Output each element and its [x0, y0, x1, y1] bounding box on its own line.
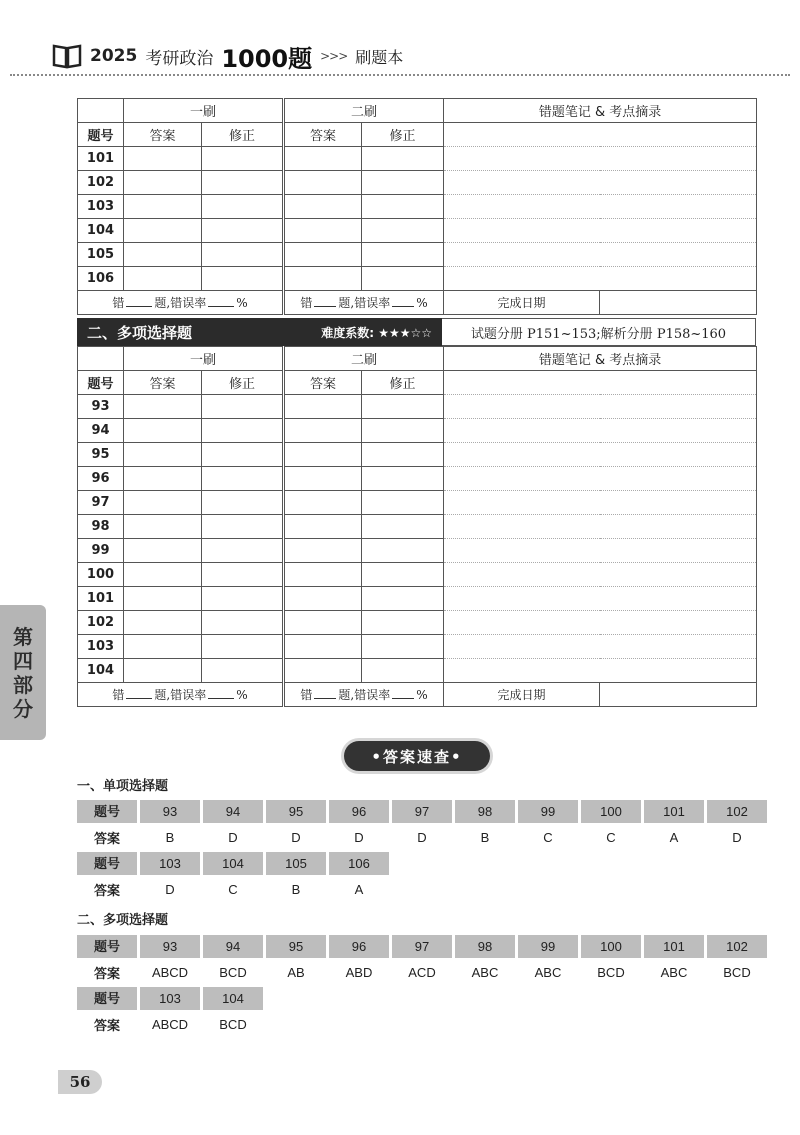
fix-cell[interactable] [202, 267, 284, 291]
answer-question-row [77, 850, 767, 876]
fix-cell[interactable] [202, 467, 284, 491]
table-row [78, 635, 757, 659]
corner-cell [78, 347, 124, 371]
answer-value: C [228, 881, 238, 897]
answer-value: BCD [723, 964, 751, 980]
answer2-cell[interactable] [284, 563, 362, 587]
header-year: 2025 [90, 46, 138, 66]
notes-line [444, 371, 757, 395]
table-row [78, 243, 757, 267]
fix2-cell[interactable] [362, 491, 444, 515]
answer-value: B [480, 829, 490, 845]
second-pass-header: 二刷 [284, 99, 444, 123]
col-fix2-header: 修正 [362, 371, 444, 395]
second-pass-summary: 错 题,错误率 % [284, 291, 444, 315]
side-tab-char: 四 [13, 648, 33, 673]
answer-label: 答案 [93, 882, 120, 898]
fix-cell[interactable] [202, 539, 284, 563]
notes-line[interactable] [444, 467, 757, 491]
fix-cell[interactable] [202, 147, 284, 171]
answer-question-number: 95 [266, 935, 326, 958]
banner-dark [77, 318, 442, 346]
first-pass-summary: 错 题,错误率 % [78, 683, 284, 707]
answer-question-number: 98 [455, 800, 515, 823]
single-choice-label: 一、单项选择题 [77, 779, 169, 794]
answer-value: C [606, 829, 616, 845]
side-tab-char: 第 [13, 624, 33, 649]
table-row [78, 563, 757, 587]
notes-line[interactable] [444, 267, 757, 291]
fix-cell[interactable] [202, 587, 284, 611]
col-answer2-header: 答案 [284, 123, 362, 147]
col-fix-header: 修正 [202, 123, 284, 147]
fix2-cell[interactable] [362, 395, 444, 419]
question-number: 94 [78, 419, 124, 443]
col-answer-header: 答案 [124, 371, 202, 395]
answer-value-row [77, 824, 767, 850]
fix-cell[interactable] [202, 659, 284, 683]
answer-value: A [669, 829, 679, 845]
fix2-cell[interactable] [362, 147, 444, 171]
fix2-cell[interactable] [362, 611, 444, 635]
notes-line[interactable] [444, 147, 757, 171]
answer-cell[interactable] [124, 515, 202, 539]
answer-question-number: 105 [266, 852, 326, 875]
notes-header: 错题笔记 & 考点摘录 [444, 347, 757, 371]
answer-question-number: 94 [203, 935, 263, 958]
answer-value: AB [287, 964, 305, 980]
book-icon [52, 43, 82, 69]
answer-question-number: 103 [140, 852, 200, 875]
fix2-cell[interactable] [362, 515, 444, 539]
answer2-cell[interactable] [284, 587, 362, 611]
question-number: 103 [78, 195, 124, 219]
answer-question-row [77, 985, 767, 1011]
answer-question-number: 93 [140, 800, 200, 823]
question-number: 101 [78, 147, 124, 171]
answer-value: D [228, 829, 238, 845]
fix2-cell[interactable] [362, 563, 444, 587]
section-banner [77, 318, 756, 346]
answer-question-number: 100 [581, 935, 641, 958]
table-row [78, 419, 757, 443]
page-refs: 试题分册 P151~153;解析分册 P158~160 [442, 318, 756, 346]
corner-cell [78, 99, 124, 123]
answer-question-number: 101 [644, 935, 704, 958]
question-number: 104 [78, 659, 124, 683]
fix-cell[interactable] [202, 419, 284, 443]
question-number: 93 [78, 395, 124, 419]
fix-cell[interactable] [202, 563, 284, 587]
question-number: 95 [78, 443, 124, 467]
notes-line[interactable] [444, 195, 757, 219]
answer-cell[interactable] [124, 243, 202, 267]
answer-key-title: •答案速查• [371, 747, 463, 766]
side-tab-char: 分 [13, 696, 33, 721]
answer-question-number: 102 [707, 800, 767, 823]
question-number: 100 [78, 563, 124, 587]
second-pass-summary: 错 题,错误率 % [284, 683, 444, 707]
answer-value: BCD [219, 1016, 247, 1032]
header-title: 考研政治 [145, 48, 214, 69]
answer-question-number: 96 [329, 935, 389, 958]
question-number: 104 [78, 219, 124, 243]
answer-value: ABC [534, 964, 562, 980]
fix2-cell[interactable] [362, 443, 444, 467]
table-row [78, 195, 757, 219]
table-row [78, 491, 757, 515]
question-number: 101 [78, 587, 124, 611]
answer-cell[interactable] [124, 467, 202, 491]
table-row [78, 659, 757, 683]
single-choice-answers [77, 798, 767, 902]
notes-line[interactable] [444, 635, 757, 659]
answer-question-number: 98 [455, 935, 515, 958]
answer-label: 答案 [93, 830, 120, 846]
answer-question-number: 94 [203, 800, 263, 823]
question-number: 105 [78, 243, 124, 267]
table-row [78, 467, 757, 491]
notes-line[interactable] [444, 539, 757, 563]
answer-question-number: 101 [644, 800, 704, 823]
fix2-cell[interactable] [362, 419, 444, 443]
answer-question-number: 93 [140, 935, 200, 958]
page-number: 56 [58, 1070, 102, 1094]
fix2-cell[interactable] [362, 171, 444, 195]
fix2-cell[interactable] [362, 659, 444, 683]
table-row [78, 147, 757, 171]
question-number: 97 [78, 491, 124, 515]
page-header [52, 38, 403, 74]
col-num-header: 题号 [78, 371, 124, 395]
answer-question-number: 97 [392, 935, 452, 958]
answer-question-row [77, 933, 767, 959]
completion-date-label: 完成日期 [444, 291, 600, 315]
answer2-cell[interactable] [284, 195, 362, 219]
answer-cell[interactable] [124, 219, 202, 243]
answer-cell[interactable] [124, 491, 202, 515]
side-tab-char: 部 [13, 672, 33, 697]
notes-line[interactable] [444, 587, 757, 611]
answer-question-row [77, 798, 767, 824]
answer-cell[interactable] [124, 563, 202, 587]
answer2-cell[interactable] [284, 443, 362, 467]
first-pass-summary: 错 题,错误率 % [78, 291, 284, 315]
answer-value: B [291, 881, 301, 897]
notes-line[interactable] [444, 563, 757, 587]
answer2-cell[interactable] [284, 171, 362, 195]
answer-question-number: 99 [518, 800, 578, 823]
fix-cell[interactable] [202, 611, 284, 635]
answer2-cell[interactable] [284, 539, 362, 563]
answer-value-row [77, 1011, 767, 1037]
fix2-cell[interactable] [362, 467, 444, 491]
fix-cell[interactable] [202, 195, 284, 219]
col-fix-header: 修正 [202, 371, 284, 395]
chapter-side-tab [0, 605, 46, 740]
question-number: 106 [78, 267, 124, 291]
first-pass-header: 一刷 [124, 347, 284, 371]
answer-cell[interactable] [124, 539, 202, 563]
fix2-cell[interactable] [362, 635, 444, 659]
answer-key-pill [344, 741, 490, 771]
difficulty-rating: 难度系数: ★★★☆☆ [321, 325, 432, 340]
answer-cell[interactable] [124, 443, 202, 467]
answer-value: ACD [408, 964, 436, 980]
question-label: 题号 [77, 935, 137, 958]
answer-cell[interactable] [124, 171, 202, 195]
notes-line[interactable] [444, 243, 757, 267]
second-pass-header: 二刷 [284, 347, 444, 371]
answer-question-number: 106 [329, 852, 389, 875]
question-label: 题号 [77, 800, 137, 823]
answer-question-number: 99 [518, 935, 578, 958]
notes-header: 错题笔记 & 考点摘录 [444, 99, 757, 123]
answer-value: D [354, 829, 364, 845]
answer2-cell[interactable] [284, 219, 362, 243]
answer-question-number: 97 [392, 800, 452, 823]
notes-line[interactable] [444, 659, 757, 683]
fix-cell[interactable] [202, 491, 284, 515]
fix-cell[interactable] [202, 635, 284, 659]
answer-cell[interactable] [124, 395, 202, 419]
fix-cell[interactable] [202, 395, 284, 419]
answer-value: D [165, 881, 175, 897]
completion-date-label: 完成日期 [444, 683, 600, 707]
col-fix2-header: 修正 [362, 123, 444, 147]
answer-label: 答案 [93, 1017, 120, 1033]
answer-question-number: 103 [140, 987, 200, 1010]
notes-line[interactable] [444, 491, 757, 515]
answer-value: B [165, 829, 175, 845]
table-row [78, 587, 757, 611]
answer2-cell[interactable] [284, 267, 362, 291]
table-row [78, 267, 757, 291]
table-row [78, 395, 757, 419]
answer-label: 答案 [93, 965, 120, 981]
answer-value: A [354, 881, 364, 897]
answer2-cell[interactable] [284, 419, 362, 443]
col-answer-header: 答案 [124, 123, 202, 147]
answer-value: BCD [219, 964, 247, 980]
notes-line [444, 123, 757, 147]
answer2-cell[interactable] [284, 147, 362, 171]
header-divider [10, 74, 790, 76]
notes-line[interactable] [444, 611, 757, 635]
question-number: 102 [78, 611, 124, 635]
notes-line[interactable] [444, 171, 757, 195]
answer-value: ABCD [151, 1016, 189, 1032]
answer2-cell[interactable] [284, 395, 362, 419]
answer2-cell[interactable] [284, 515, 362, 539]
answer-value: ABC [471, 964, 499, 980]
answer-value: BCD [597, 964, 625, 980]
header-arrows: >>> [320, 49, 348, 63]
answer-value: C [543, 829, 553, 845]
answer2-cell[interactable] [284, 659, 362, 683]
answer-cell[interactable] [124, 659, 202, 683]
notes-line[interactable] [444, 219, 757, 243]
fix2-cell[interactable] [362, 243, 444, 267]
table-row [78, 443, 757, 467]
header-subtitle: 刷题本 [355, 47, 404, 67]
fix-cell[interactable] [202, 515, 284, 539]
completion-date-field[interactable] [600, 291, 757, 315]
table-row [78, 515, 757, 539]
answer-value: ABCD [151, 964, 189, 980]
answer-question-number: 104 [203, 852, 263, 875]
fix2-cell[interactable] [362, 195, 444, 219]
table-row [78, 611, 757, 635]
answer2-cell[interactable] [284, 467, 362, 491]
col-answer2-header: 答案 [284, 371, 362, 395]
answer2-cell[interactable] [284, 243, 362, 267]
answer-cell[interactable] [124, 195, 202, 219]
answer-cell[interactable] [124, 587, 202, 611]
answer-value: D [417, 829, 427, 845]
notes-line[interactable] [444, 395, 757, 419]
fix2-cell[interactable] [362, 219, 444, 243]
question-number: 96 [78, 467, 124, 491]
table-row [78, 539, 757, 563]
answer-value-row [77, 959, 767, 985]
answer2-cell[interactable] [284, 491, 362, 515]
answer-cell[interactable] [124, 147, 202, 171]
answer2-cell[interactable] [284, 635, 362, 659]
answer-value: D [732, 829, 742, 845]
answer-cell[interactable] [124, 419, 202, 443]
question-number: 98 [78, 515, 124, 539]
answer-cell[interactable] [124, 267, 202, 291]
answer-value-row [77, 876, 767, 902]
review-table-multi [77, 346, 757, 707]
col-num-header: 题号 [78, 123, 124, 147]
question-number: 99 [78, 539, 124, 563]
header-number: 1000题 [221, 44, 313, 73]
answer-question-number: 95 [266, 800, 326, 823]
multi-choice-label: 二、多项选择题 [77, 913, 169, 928]
completion-date-field[interactable] [600, 683, 757, 707]
answer-value: D [291, 829, 301, 845]
fix-cell[interactable] [202, 243, 284, 267]
table-row [78, 219, 757, 243]
notes-line[interactable] [444, 515, 757, 539]
question-label: 题号 [77, 852, 137, 875]
answer2-cell[interactable] [284, 611, 362, 635]
question-label: 题号 [77, 987, 137, 1010]
section-title: 二、多项选择题 [87, 323, 193, 342]
fix2-cell[interactable] [362, 539, 444, 563]
notes-line[interactable] [444, 443, 757, 467]
answer-question-number: 102 [707, 935, 767, 958]
answer-question-number: 100 [581, 800, 641, 823]
answer-value: ABC [660, 964, 688, 980]
first-pass-header: 一刷 [124, 99, 284, 123]
review-table-single [77, 98, 757, 315]
fix2-cell[interactable] [362, 587, 444, 611]
fix2-cell[interactable] [362, 267, 444, 291]
fix-cell[interactable] [202, 443, 284, 467]
answer-cell[interactable] [124, 611, 202, 635]
answer-question-number: 104 [203, 987, 263, 1010]
fix-cell[interactable] [202, 219, 284, 243]
question-number: 102 [78, 171, 124, 195]
table-row [78, 171, 757, 195]
notes-line[interactable] [444, 419, 757, 443]
answer-value: ABD [345, 964, 373, 980]
answer-cell[interactable] [124, 635, 202, 659]
fix-cell[interactable] [202, 171, 284, 195]
answer-question-number: 96 [329, 800, 389, 823]
multi-choice-answers [77, 933, 767, 1037]
question-number: 103 [78, 635, 124, 659]
